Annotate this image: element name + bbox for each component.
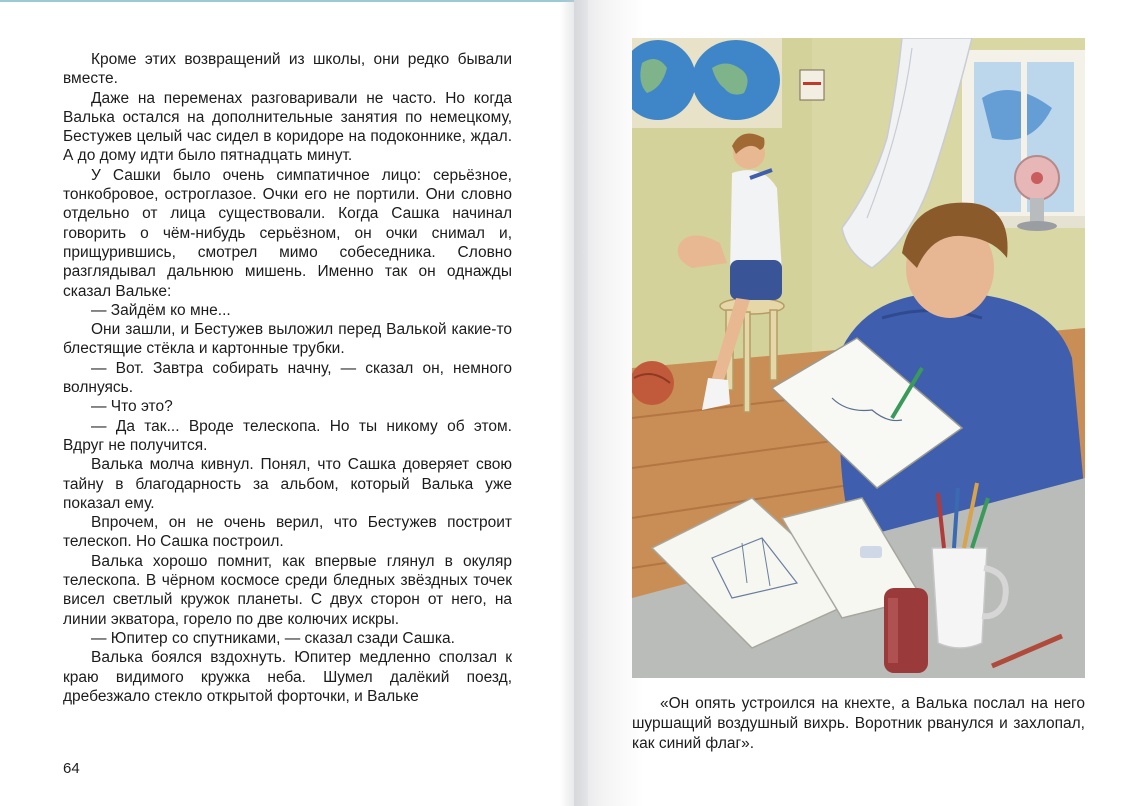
eraser bbox=[860, 546, 882, 558]
paragraph: Валька хорошо помнит, как впервые глянул в окуляр телескопа. В чёрном космосе среди бледных звёздных точек висел светлый кружок планеты. С двух сторон от него, на линии экватора, горело по две колючих искры. bbox=[63, 552, 512, 628]
window bbox=[962, 50, 1085, 228]
paragraph: Впрочем, он не очень верил, что Бестужев построит телескоп. Но Сашка построил. bbox=[63, 514, 512, 551]
paragraph: — Юпитер со спутниками, — сказал сзади Сашка. bbox=[91, 629, 455, 647]
story-text bbox=[63, 50, 512, 706]
paragraph: — Что это? bbox=[91, 398, 173, 416]
thermos bbox=[884, 588, 928, 673]
paragraph: — Вот. Завтра собирать начну, — сказал он, немного волнуясь. bbox=[63, 359, 512, 397]
paragraph: Кроме этих возвращений из школы, они редко бывали вместе. bbox=[63, 51, 512, 88]
paragraph: Валька боялся вздохнуть. Юпитер медленно сползал к краю видимого кружка неба. Шумел далёкий поезд, дребезжало стекло открытой форточки, и Вальке bbox=[63, 649, 512, 705]
paragraph: У Сашки было очень симпатичное лицо: серьёзное, тонкобровое, остроглазое. Очки его не портили. Они словно отдельно от лица существовали. Когда Сашка начинал говорить о чём-нибудь серьёзном, он очки снимал и, прищурившись, смотрел мимо собеседника. Словно разглядывал дальнюю мишень. Именно так он однажды сказал Вальке: bbox=[63, 166, 512, 300]
paragraph: Даже на переменах разговаривали не часто. Но когда Валька остался на дополнительные занятия по немецкому, Бестужев целый час сидел в коридоре на подоконнике, ждал. А до дому идти было пятнадцать минут. bbox=[63, 89, 512, 165]
ball bbox=[632, 361, 674, 405]
paragraph: — Зайдём ко мне... bbox=[91, 301, 231, 319]
world-map bbox=[632, 38, 782, 128]
paragraph: Валька молча кивнул. Понял, что Сашка доверяет свою тайну в благодарность за альбом, который Валька уже показал ему. bbox=[63, 456, 512, 512]
paragraph: — Да так... Вроде телескопа. Но ты никому об этом. Вдруг не получится. bbox=[63, 417, 512, 454]
illustration bbox=[632, 38, 1085, 678]
paragraph: Они зашли, и Бестужев выложил перед Валькой какие-то блестящие стёкла и картонные трубки. bbox=[63, 321, 512, 358]
page-number: 64 bbox=[63, 760, 80, 777]
caption-text: «Он опять устроился на кнехте, а Валька послал на него шуршащий воздушный вихрь. Воротник рванулся и захлопал, как синий флаг». bbox=[632, 695, 1085, 752]
top-rule bbox=[0, 0, 574, 2]
illustration-caption bbox=[632, 694, 1085, 754]
